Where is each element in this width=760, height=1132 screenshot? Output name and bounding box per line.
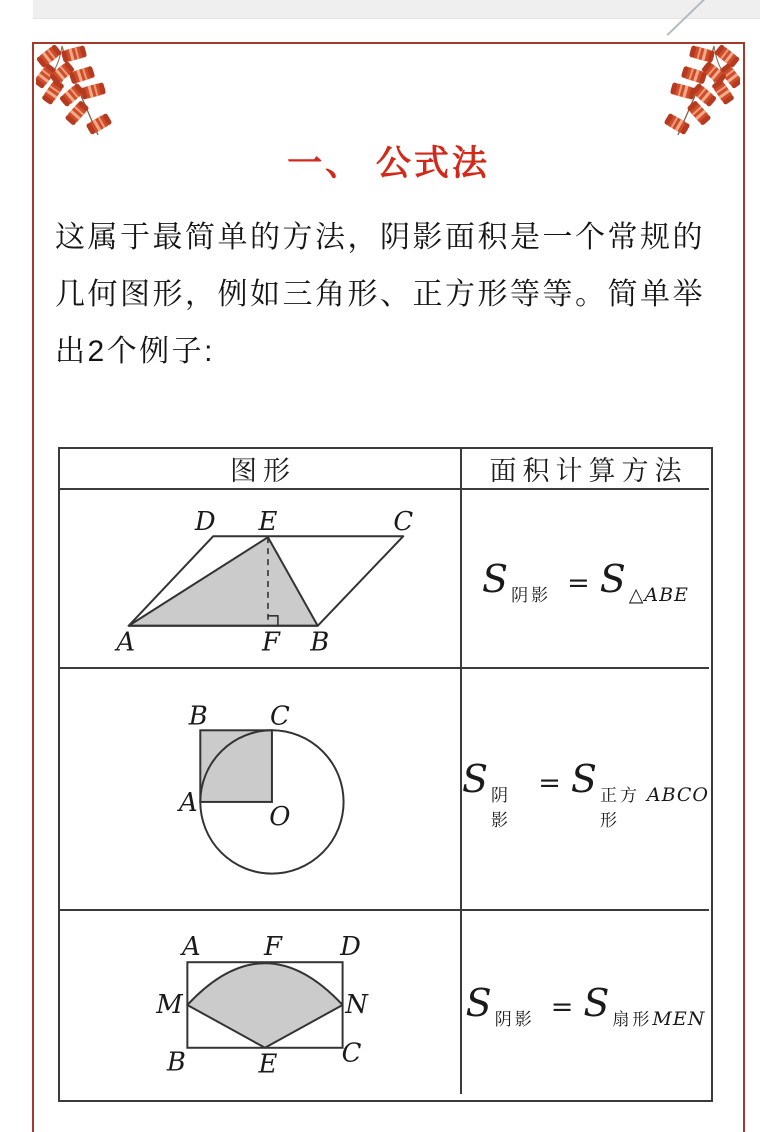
- sector-figure: [60, 911, 460, 1094]
- vertex-label-c: C: [393, 507, 414, 538]
- center-label-o: O: [269, 801, 291, 832]
- firecracker-ornament-icon: [36, 45, 118, 141]
- table-header-method: 面积计算方法: [462, 449, 709, 490]
- paragraph-line: 这属于最简单的方法，阴影面积是一个常规的: [55, 221, 705, 254]
- vertex-label-b: B: [310, 627, 330, 658]
- figure-cell-row1: [60, 490, 462, 669]
- paragraph-line: 出2个例子:: [55, 335, 216, 368]
- vertex-label-d: D: [194, 507, 216, 538]
- point-label-e: E: [258, 1049, 278, 1080]
- formula-row1: [482, 556, 689, 606]
- vertex-label-f: F: [261, 627, 280, 658]
- formula-cell-row3: [462, 911, 709, 1094]
- point-label-n: N: [345, 989, 368, 1020]
- vertex-label-b: B: [166, 1047, 186, 1078]
- formula-subscript: 阴影: [511, 585, 552, 606]
- formula-row3: [465, 980, 706, 1030]
- vertex-label-d: D: [340, 932, 361, 963]
- parallelogram-figure: [60, 489, 460, 668]
- equals-sign: =: [567, 567, 590, 599]
- point-label-f: F: [263, 932, 282, 963]
- formula-s: S: [462, 756, 489, 801]
- figure-cell-row2: [60, 669, 462, 911]
- vertex-label-a: A: [116, 627, 136, 658]
- formula-subscript: △ABE: [628, 583, 689, 606]
- shaded-triangle-abe: [129, 537, 318, 626]
- formula-subscript: 阴影: [494, 1009, 535, 1030]
- figure-formula-table: [58, 447, 713, 1102]
- vertex-label-c: C: [270, 701, 290, 732]
- formula-subscript: MEN: [652, 1007, 706, 1030]
- equals-sign: =: [550, 991, 574, 1023]
- intro-paragraph: [55, 209, 715, 380]
- vertex-label-a: A: [181, 932, 201, 963]
- shaded-sector-men: [187, 963, 342, 1048]
- firecracker-ornament-icon: [658, 45, 740, 141]
- formula-s: S: [570, 756, 597, 801]
- formula-row2: [462, 756, 709, 831]
- vertex-label-a: A: [179, 787, 198, 818]
- equals-sign: =: [538, 767, 561, 799]
- paragraph-line: 几何图形，例如三角形、正方形等等。简单举: [55, 278, 705, 311]
- formula-subscript: 扇形: [612, 1009, 653, 1030]
- formula-cell-row1: [462, 490, 709, 669]
- table-header-figure: 图形: [60, 449, 462, 490]
- circle-square-figure: [60, 668, 460, 910]
- formula-cell-row2: [462, 669, 709, 911]
- top-gray-strip: [33, 0, 760, 19]
- vertex-label-c: C: [341, 1038, 362, 1069]
- formula-subscript: ABCO: [646, 783, 709, 806]
- vertex-label-b: B: [188, 701, 208, 732]
- formula-s: S: [465, 980, 492, 1025]
- formula-s: S: [599, 556, 626, 601]
- formula-s: S: [482, 556, 509, 601]
- point-label-m: M: [156, 989, 183, 1020]
- vertex-label-e: E: [258, 507, 278, 538]
- formula-subscript: 正方形: [599, 785, 640, 831]
- formula-subscript: 阴影: [491, 785, 512, 831]
- page-title: 一、 公式法: [287, 144, 490, 183]
- formula-s: S: [583, 980, 610, 1025]
- figure-cell-row3: [60, 911, 462, 1094]
